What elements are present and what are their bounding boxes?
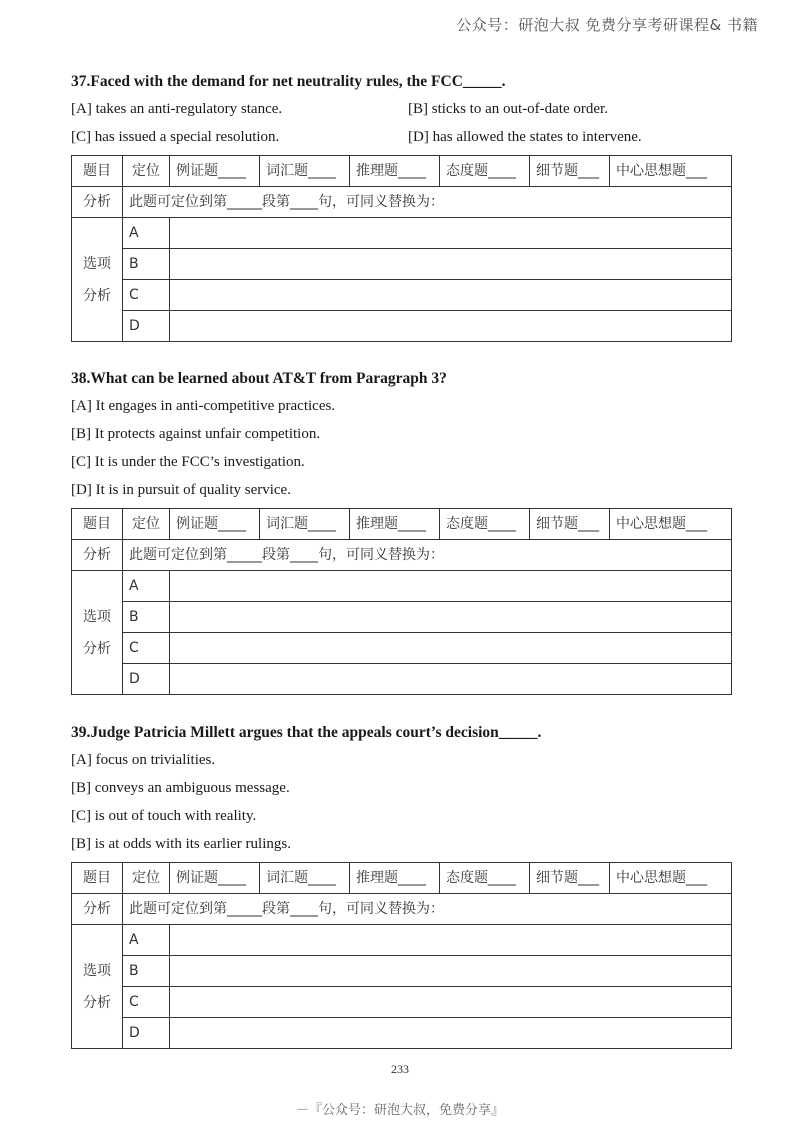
cell-detail-type: 细节题___ <box>530 156 610 187</box>
cell-vocab-type: 词汇题____ <box>260 156 350 187</box>
option-label-1: 选项 <box>83 962 111 979</box>
table-row <box>72 540 732 571</box>
cell-topic: 题目 <box>72 156 123 187</box>
table-row <box>72 894 732 925</box>
option-row <box>71 95 731 123</box>
table-row <box>72 602 732 633</box>
table-row <box>72 280 732 311</box>
option-label-1: 选项 <box>83 608 111 625</box>
analysis-table <box>71 508 732 695</box>
cell-blank <box>170 664 732 695</box>
cell-analysis: 分析 <box>72 540 123 571</box>
cell-blank <box>170 633 732 664</box>
cell-option-d: D <box>123 311 170 342</box>
cell-option-c: C <box>123 280 170 311</box>
cell-locate-instruction: 此题可定位到第_____段第____句，可同义替换为： <box>123 894 732 925</box>
cell-example-type: 例证题____ <box>170 863 260 894</box>
question-title: 37.Faced with the demand for net neutrality rules, the FCC_____. <box>71 73 506 90</box>
cell-blank <box>170 987 732 1018</box>
option-c: [C] It is under the FCC’s investigation. <box>71 454 305 470</box>
cell-option-analysis <box>72 925 123 1049</box>
cell-option-b: B <box>123 602 170 633</box>
option-a: [A] It engages in anti-competitive practices. <box>71 398 336 414</box>
cell-example-type: 例证题____ <box>170 509 260 540</box>
cell-vocab-type: 词汇题____ <box>260 863 350 894</box>
cell-locate: 定位 <box>123 863 170 894</box>
cell-inference-type: 推理题____ <box>350 863 440 894</box>
cell-locate: 定位 <box>123 156 170 187</box>
table-row <box>72 571 732 602</box>
option-a: [A] focus on trivialities. <box>71 752 216 768</box>
cell-main-idea-type: 中心思想题___ <box>610 863 732 894</box>
table-row <box>72 664 732 695</box>
analysis-table <box>71 862 732 1049</box>
cell-attitude-type: 态度题____ <box>440 509 530 540</box>
cell-option-b: B <box>123 249 170 280</box>
cell-option-d: D <box>123 1018 170 1049</box>
cell-blank <box>170 925 732 956</box>
option-label-2: 分析 <box>83 994 111 1011</box>
question-39 <box>71 720 731 1049</box>
cell-blank <box>170 602 732 633</box>
page-number: 233 <box>391 1062 409 1076</box>
table-row <box>72 956 732 987</box>
option-label-2: 分析 <box>83 287 111 304</box>
table-row <box>72 509 732 540</box>
option-b: [B] It protects against unfair competition. <box>71 426 321 442</box>
cell-locate: 定位 <box>123 509 170 540</box>
option-b: [B] sticks to an out-of-date order. <box>408 101 608 117</box>
cell-vocab-type: 词汇题____ <box>260 509 350 540</box>
option-label-2: 分析 <box>83 640 111 657</box>
question-title: 38.What can be learned about AT&T from Paragraph 3? <box>71 370 447 387</box>
table-row <box>72 156 732 187</box>
table-row <box>72 311 732 342</box>
cell-attitude-type: 态度题____ <box>440 863 530 894</box>
cell-option-a: A <box>123 218 170 249</box>
cell-blank <box>170 311 732 342</box>
cell-topic: 题目 <box>72 863 123 894</box>
cell-option-a: A <box>123 571 170 602</box>
cell-blank <box>170 956 732 987</box>
cell-blank <box>170 218 732 249</box>
cell-blank <box>170 249 732 280</box>
cell-option-d: D <box>123 664 170 695</box>
cell-inference-type: 推理题____ <box>350 509 440 540</box>
cell-blank <box>170 1018 732 1049</box>
option-c: [C] has issued a special resolution. <box>71 129 280 145</box>
cell-option-analysis <box>72 218 123 342</box>
option-label-1: 选项 <box>83 255 111 272</box>
cell-locate-instruction: 此题可定位到第_____段第____句，可同义替换为： <box>123 540 732 571</box>
cell-option-b: B <box>123 956 170 987</box>
analysis-table <box>71 155 732 342</box>
table-row <box>72 987 732 1018</box>
header-watermark: 公众号：研泡大叔 免费分享考研课程& 书籍 <box>456 16 758 34</box>
table-row <box>72 1018 732 1049</box>
question-38 <box>71 366 731 695</box>
cell-blank <box>170 280 732 311</box>
cell-blank <box>170 571 732 602</box>
table-row <box>72 187 732 218</box>
option-d: [D] It is in pursuit of quality service. <box>71 482 291 498</box>
cell-main-idea-type: 中心思想题___ <box>610 156 732 187</box>
cell-option-analysis <box>72 571 123 695</box>
table-row <box>72 218 732 249</box>
table-row <box>72 925 732 956</box>
cell-analysis: 分析 <box>72 894 123 925</box>
cell-option-a: A <box>123 925 170 956</box>
cell-inference-type: 推理题____ <box>350 156 440 187</box>
table-row <box>72 249 732 280</box>
option-b: [B] conveys an ambiguous message. <box>71 780 290 796</box>
cell-topic: 题目 <box>72 509 123 540</box>
cell-attitude-type: 态度题____ <box>440 156 530 187</box>
option-c: [C] is out of touch with reality. <box>71 808 257 824</box>
option-d: [D] has allowed the states to intervene. <box>408 129 642 145</box>
question-37 <box>71 69 731 342</box>
option-a: [A] takes an anti-regulatory stance. <box>71 101 283 117</box>
footer-watermark: －『公众号：研泡大叔，免费分享』 <box>295 1103 504 1118</box>
cell-main-idea-type: 中心思想题___ <box>610 509 732 540</box>
cell-example-type: 例证题____ <box>170 156 260 187</box>
cell-option-c: C <box>123 633 170 664</box>
table-row <box>72 633 732 664</box>
cell-option-c: C <box>123 987 170 1018</box>
option-row <box>71 123 731 151</box>
option-d: [B] is at odds with its earlier rulings. <box>71 836 291 852</box>
cell-locate-instruction: 此题可定位到第_____段第____句，可同义替换为： <box>123 187 732 218</box>
table-row <box>72 863 732 894</box>
question-title: 39.Judge Patricia Millett argues that the appeals court’s decision_____. <box>71 724 542 741</box>
cell-detail-type: 细节题___ <box>530 509 610 540</box>
cell-analysis: 分析 <box>72 187 123 218</box>
cell-detail-type: 细节题___ <box>530 863 610 894</box>
